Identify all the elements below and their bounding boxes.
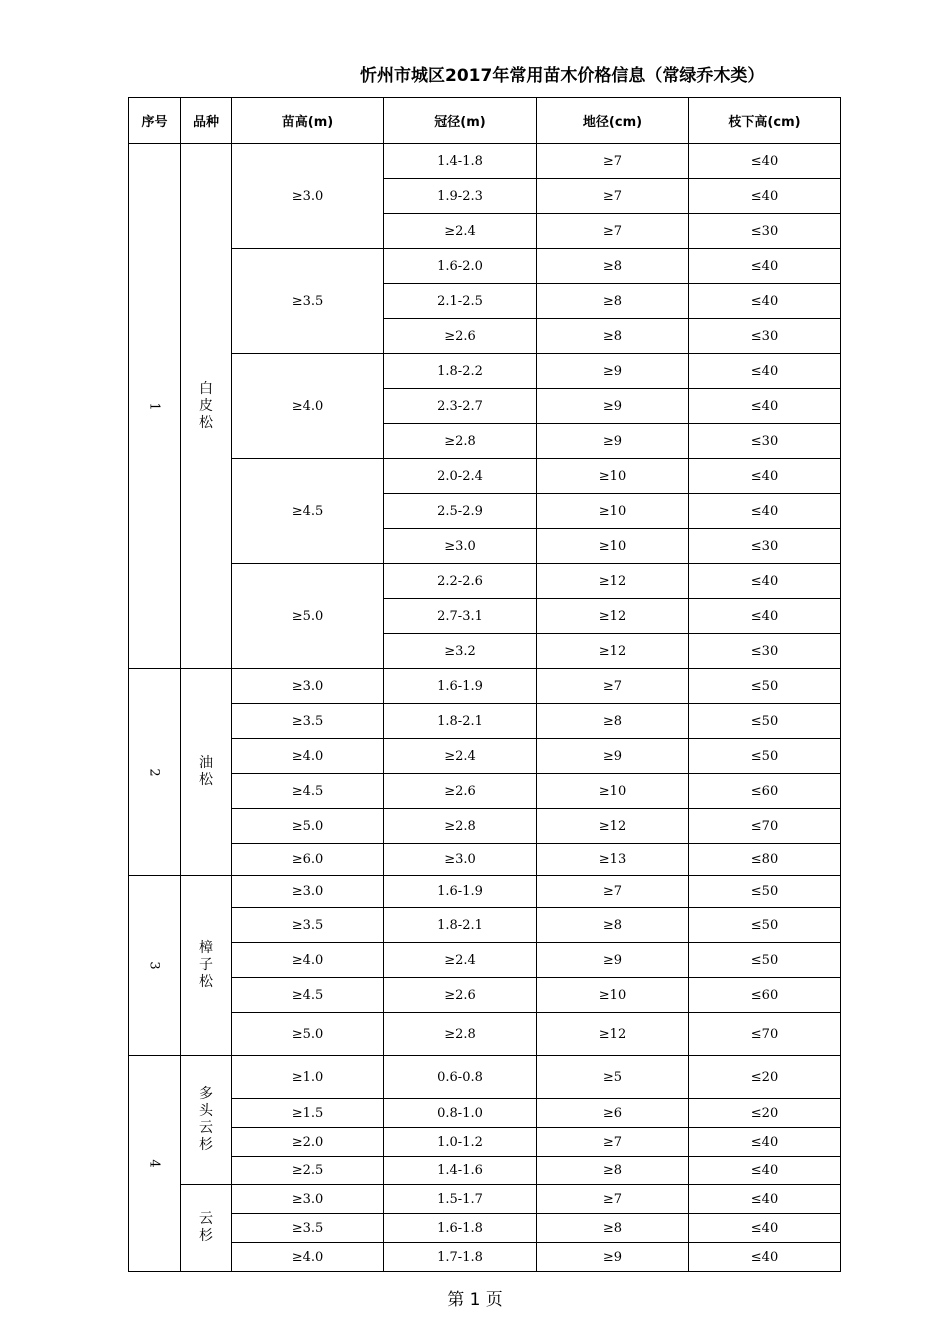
height-cell: ≥1.0: [232, 1056, 384, 1099]
height-cell: ≥5.0: [232, 1013, 384, 1056]
row-number-cell: [129, 1056, 181, 1272]
branch-height-cell: ≤50: [689, 943, 841, 978]
crown-diameter-cell: 1.9-2.3: [384, 179, 537, 214]
header-cell: 苗高(m): [232, 98, 384, 144]
ground-diameter-cell: ≥13: [537, 844, 689, 876]
variety-cell: [181, 1056, 232, 1185]
crown-diameter-cell: 2.3-2.7: [384, 389, 537, 424]
crown-diameter-cell: 2.5-2.9: [384, 494, 537, 529]
table-row: [129, 908, 841, 943]
crown-diameter-cell: 1.7-1.8: [384, 1243, 537, 1272]
table-row: [129, 354, 841, 389]
table-row: [129, 1243, 841, 1272]
ground-diameter-cell: ≥7: [537, 1128, 689, 1157]
branch-height-cell: ≤50: [689, 704, 841, 739]
ground-diameter-cell: ≥8: [537, 284, 689, 319]
table-row: [129, 704, 841, 739]
table-row: [129, 459, 841, 494]
height-cell: ≥6.0: [232, 844, 384, 876]
branch-height-cell: ≤30: [689, 424, 841, 459]
crown-diameter-cell: 1.4-1.8: [384, 144, 537, 179]
crown-diameter-cell: ≥2.4: [384, 214, 537, 249]
height-cell: ≥3.5: [232, 908, 384, 943]
table-row: [129, 1013, 841, 1056]
table-row: [129, 739, 841, 774]
crown-diameter-cell: 2.0-2.4: [384, 459, 537, 494]
ground-diameter-cell: ≥8: [537, 249, 689, 284]
branch-height-cell: ≤30: [689, 634, 841, 669]
crown-diameter-cell: ≥2.6: [384, 774, 537, 809]
header-row: [129, 98, 841, 144]
table-row: [129, 249, 841, 284]
crown-diameter-cell: 1.8-2.1: [384, 704, 537, 739]
height-cell: ≥1.5: [232, 1099, 384, 1128]
branch-height-cell: ≤40: [689, 179, 841, 214]
variety-name: 油松: [199, 755, 213, 788]
branch-height-cell: ≤30: [689, 214, 841, 249]
header-cell: 品种: [181, 98, 232, 144]
height-cell: ≥5.0: [232, 809, 384, 844]
height-cell: ≥2.0: [232, 1128, 384, 1157]
branch-height-cell: ≤40: [689, 354, 841, 389]
ground-diameter-cell: ≥8: [537, 908, 689, 943]
height-cell: ≥4.0: [232, 354, 384, 459]
ground-diameter-cell: ≥12: [537, 809, 689, 844]
branch-height-cell: ≤40: [689, 459, 841, 494]
branch-height-cell: ≤50: [689, 876, 841, 908]
height-cell: ≥4.5: [232, 978, 384, 1013]
branch-height-cell: ≤80: [689, 844, 841, 876]
branch-height-cell: ≤30: [689, 529, 841, 564]
crown-diameter-cell: ≥2.8: [384, 809, 537, 844]
crown-diameter-cell: ≥2.4: [384, 943, 537, 978]
branch-height-cell: ≤40: [689, 1128, 841, 1157]
ground-diameter-cell: ≥7: [537, 1185, 689, 1214]
height-cell: ≥5.0: [232, 564, 384, 669]
crown-diameter-cell: 1.5-1.7: [384, 1185, 537, 1214]
branch-height-cell: ≤40: [689, 1214, 841, 1243]
crown-diameter-cell: 1.6-1.9: [384, 669, 537, 704]
branch-height-cell: ≤60: [689, 978, 841, 1013]
crown-diameter-cell: ≥3.0: [384, 529, 537, 564]
height-cell: ≥2.5: [232, 1157, 384, 1185]
table-row: [129, 144, 841, 179]
variety-name: 多头云杉: [199, 1086, 213, 1153]
crown-diameter-cell: 1.6-1.8: [384, 1214, 537, 1243]
ground-diameter-cell: ≥9: [537, 739, 689, 774]
ground-diameter-cell: ≥10: [537, 494, 689, 529]
row-number-cell: [129, 669, 181, 876]
ground-diameter-cell: ≥10: [537, 774, 689, 809]
branch-height-cell: ≤40: [689, 494, 841, 529]
ground-diameter-cell: ≥5: [537, 1056, 689, 1099]
row-number: 3: [147, 961, 162, 970]
height-cell: ≥4.0: [232, 943, 384, 978]
table-row: [129, 844, 841, 876]
row-number-cell: [129, 876, 181, 1056]
branch-height-cell: ≤30: [689, 319, 841, 354]
variety-name: 樟子松: [199, 940, 213, 990]
branch-height-cell: ≤40: [689, 1185, 841, 1214]
height-cell: ≥3.0: [232, 876, 384, 908]
ground-diameter-cell: ≥7: [537, 214, 689, 249]
branch-height-cell: ≤60: [689, 774, 841, 809]
crown-diameter-cell: 0.6-0.8: [384, 1056, 537, 1099]
crown-diameter-cell: ≥2.8: [384, 1013, 537, 1056]
ground-diameter-cell: ≥9: [537, 1243, 689, 1272]
height-cell: ≥3.0: [232, 1185, 384, 1214]
row-number: 1: [147, 401, 162, 411]
table-row: [129, 809, 841, 844]
row-number: 4: [147, 1159, 162, 1168]
branch-height-cell: ≤40: [689, 249, 841, 284]
crown-diameter-cell: 2.2-2.6: [384, 564, 537, 599]
row-number: 2: [147, 767, 162, 777]
crown-diameter-cell: ≥3.0: [384, 844, 537, 876]
ground-diameter-cell: ≥8: [537, 1157, 689, 1185]
crown-diameter-cell: ≥2.8: [384, 424, 537, 459]
height-cell: ≥3.5: [232, 704, 384, 739]
ground-diameter-cell: ≥10: [537, 459, 689, 494]
ground-diameter-cell: ≥7: [537, 179, 689, 214]
branch-height-cell: ≤40: [689, 1243, 841, 1272]
table-row: [129, 564, 841, 599]
height-cell: ≥4.5: [232, 459, 384, 564]
branch-height-cell: ≤40: [689, 144, 841, 179]
ground-diameter-cell: ≥6: [537, 1099, 689, 1128]
table-row: [129, 1214, 841, 1243]
variety-cell: [181, 1185, 232, 1272]
variety-cell: [181, 876, 232, 1056]
variety-name: 云杉: [199, 1211, 213, 1244]
price-table: [128, 97, 841, 1272]
ground-diameter-cell: ≥12: [537, 599, 689, 634]
table-row: [129, 943, 841, 978]
crown-diameter-cell: 2.7-3.1: [384, 599, 537, 634]
ground-diameter-cell: ≥7: [537, 144, 689, 179]
table-row: [129, 1128, 841, 1157]
variety-cell: [181, 669, 232, 876]
ground-diameter-cell: ≥9: [537, 424, 689, 459]
ground-diameter-cell: ≥12: [537, 564, 689, 599]
table-row: [129, 1056, 841, 1099]
ground-diameter-cell: ≥8: [537, 704, 689, 739]
height-cell: ≥4.0: [232, 739, 384, 774]
branch-height-cell: ≤50: [689, 908, 841, 943]
table-row: [129, 1157, 841, 1185]
document-title: 忻州市城区2017年常用苗木价格信息（常绿乔木类）: [360, 66, 765, 86]
branch-height-cell: ≤20: [689, 1099, 841, 1128]
height-cell: ≥4.0: [232, 1243, 384, 1272]
ground-diameter-cell: ≥7: [537, 669, 689, 704]
height-cell: ≥3.0: [232, 669, 384, 704]
crown-diameter-cell: ≥2.6: [384, 978, 537, 1013]
crown-diameter-cell: 2.1-2.5: [384, 284, 537, 319]
variety-name: 白皮松: [199, 380, 213, 431]
header-cell: 冠径(m): [384, 98, 537, 144]
ground-diameter-cell: ≥8: [537, 319, 689, 354]
crown-diameter-cell: ≥2.6: [384, 319, 537, 354]
ground-diameter-cell: ≥12: [537, 1013, 689, 1056]
crown-diameter-cell: 1.8-2.2: [384, 354, 537, 389]
table-row: [129, 876, 841, 908]
branch-height-cell: ≤70: [689, 1013, 841, 1056]
ground-diameter-cell: ≥9: [537, 354, 689, 389]
branch-height-cell: ≤40: [689, 1157, 841, 1185]
crown-diameter-cell: ≥2.4: [384, 739, 537, 774]
crown-diameter-cell: ≥3.2: [384, 634, 537, 669]
ground-diameter-cell: ≥9: [537, 943, 689, 978]
table-row: [129, 774, 841, 809]
table-row: [129, 669, 841, 704]
branch-height-cell: ≤70: [689, 809, 841, 844]
branch-height-cell: ≤40: [689, 599, 841, 634]
height-cell: ≥3.5: [232, 249, 384, 354]
height-cell: ≥4.5: [232, 774, 384, 809]
crown-diameter-cell: 1.0-1.2: [384, 1128, 537, 1157]
table-row: [129, 978, 841, 1013]
branch-height-cell: ≤50: [689, 669, 841, 704]
branch-height-cell: ≤40: [689, 389, 841, 424]
branch-height-cell: ≤40: [689, 564, 841, 599]
branch-height-cell: ≤20: [689, 1056, 841, 1099]
header-cell: 枝下高(cm): [689, 98, 841, 144]
height-cell: ≥3.5: [232, 1214, 384, 1243]
crown-diameter-cell: 1.6-2.0: [384, 249, 537, 284]
ground-diameter-cell: ≥7: [537, 876, 689, 908]
crown-diameter-cell: 0.8-1.0: [384, 1099, 537, 1128]
branch-height-cell: ≤40: [689, 284, 841, 319]
ground-diameter-cell: ≥10: [537, 529, 689, 564]
page-number: 第 1 页: [447, 1290, 503, 1310]
branch-height-cell: ≤50: [689, 739, 841, 774]
table-row: [129, 1185, 841, 1214]
ground-diameter-cell: ≥9: [537, 389, 689, 424]
ground-diameter-cell: ≥8: [537, 1214, 689, 1243]
table-row: [129, 1099, 841, 1128]
crown-diameter-cell: 1.4-1.6: [384, 1157, 537, 1185]
variety-cell: [181, 144, 232, 669]
header-cell: 地径(cm): [537, 98, 689, 144]
crown-diameter-cell: 1.8-2.1: [384, 908, 537, 943]
ground-diameter-cell: ≥12: [537, 634, 689, 669]
crown-diameter-cell: 1.6-1.9: [384, 876, 537, 908]
ground-diameter-cell: ≥10: [537, 978, 689, 1013]
row-number-cell: [129, 144, 181, 669]
height-cell: ≥3.0: [232, 144, 384, 249]
header-cell: 序号: [129, 98, 181, 144]
